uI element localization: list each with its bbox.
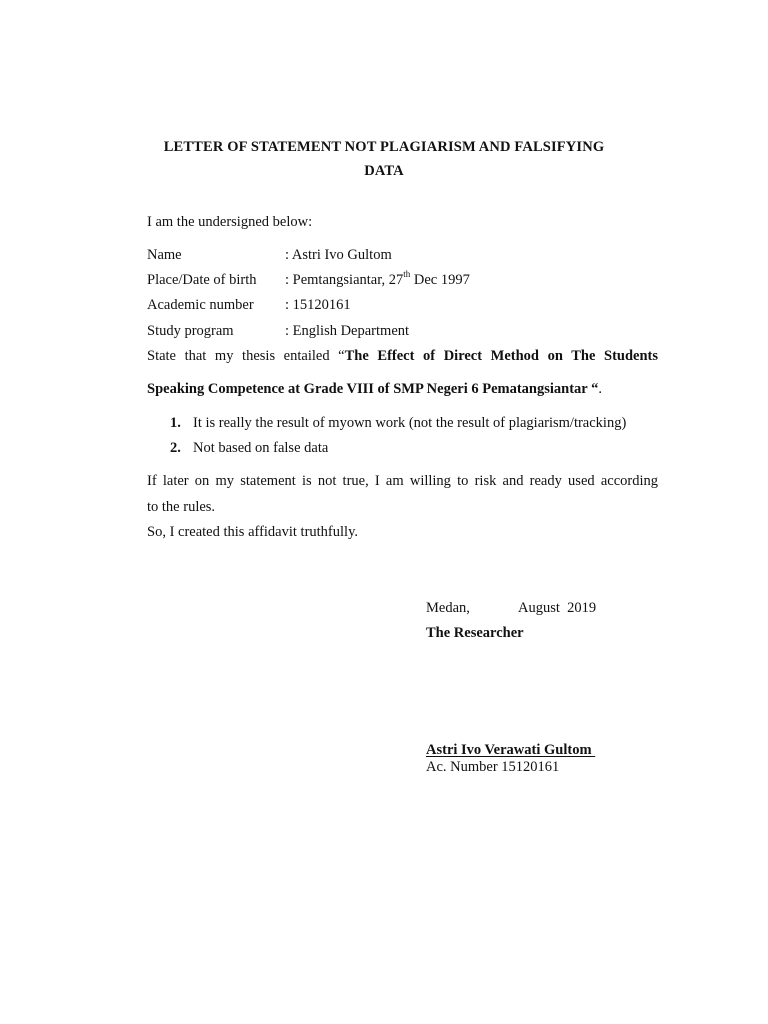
birth-date-main: : Pemtangsiantar, 27	[285, 272, 404, 288]
closing-line1: If later on my statement is not true, I am willing to risk and ready used according	[147, 473, 658, 489]
field-value-birth	[285, 271, 470, 289]
signature-name: Astri Ivo Verawati Gultom	[426, 742, 596, 758]
list-item: Not based on false data	[193, 440, 329, 456]
intro-text: I am the undersigned below:	[147, 214, 313, 230]
thesis-statement-line2	[147, 380, 602, 398]
thesis-title-part1: The Effect of Direct Method on The Students	[344, 348, 659, 364]
document-title-line2: DATA	[364, 163, 404, 179]
field-label-study-program: Study program	[147, 323, 234, 339]
closing-line2: to the rules.	[147, 499, 216, 515]
field-label-name: Name	[147, 247, 182, 263]
birth-date-rest: Dec 1997	[410, 272, 470, 288]
field-label-academic-number: Academic number	[147, 297, 254, 313]
document-title-line1: LETTER OF STATEMENT NOT PLAGIARISM AND FALSIFYING	[163, 139, 605, 155]
thesis-statement-line1	[147, 347, 658, 365]
field-value-academic-number: : 15120161	[285, 297, 351, 313]
list-item-number: 2.	[170, 440, 181, 456]
statement-end: .	[598, 381, 602, 397]
signature-role: The Researcher	[426, 625, 524, 641]
signature-date: August 2019	[518, 600, 597, 616]
field-value-study-program: : English Department	[285, 323, 410, 339]
closing-line3: So, I created this affidavit truthfully.	[147, 524, 359, 540]
statement-lead: State that my thesis entailed “	[147, 348, 345, 364]
birth-date-suffix: th	[403, 269, 411, 280]
signature-number: Ac. Number 15120161	[426, 759, 560, 775]
field-value-name: : Astri Ivo Gultom	[285, 247, 392, 263]
list-item: It is really the result of myown work (not the result of plagiarism/tracking)	[193, 415, 627, 431]
thesis-title-part2: Speaking Competence at Grade VIII of SMP Negeri 6 Pematangsiantar “	[147, 381, 599, 397]
list-item-number: 1.	[170, 415, 181, 431]
signature-place: Medan,	[426, 600, 470, 616]
field-label-birth: Place/Date of birth	[147, 272, 257, 288]
